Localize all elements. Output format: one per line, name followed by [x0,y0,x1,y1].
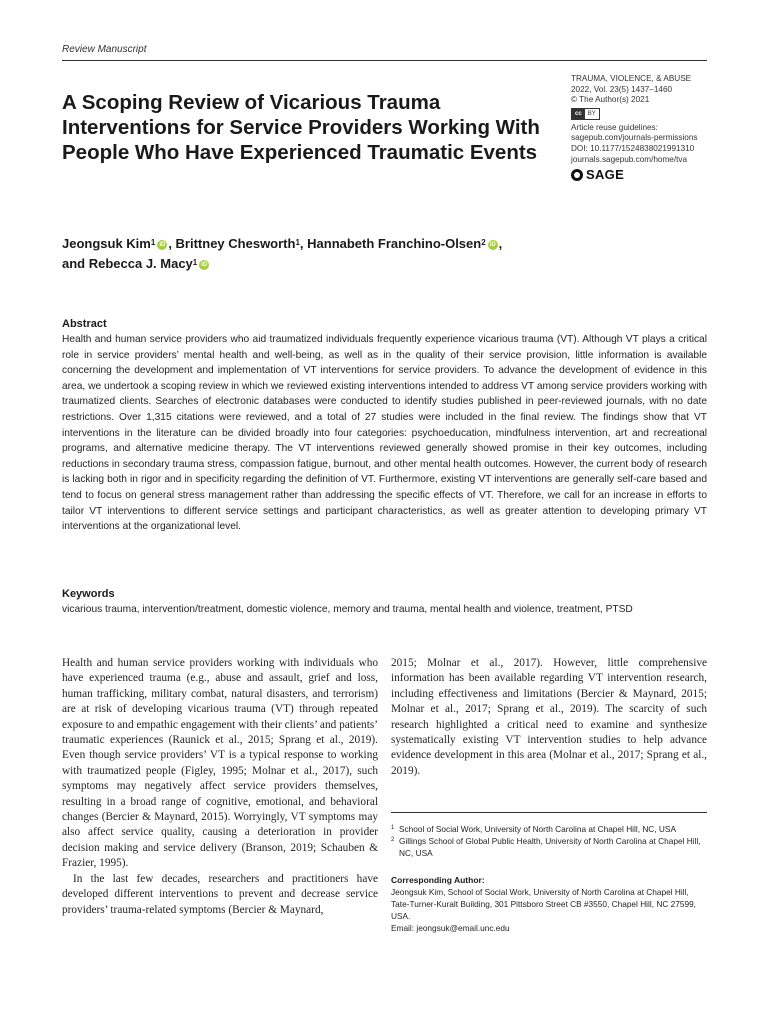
affiliation-text: Gillings School of Global Public Health, University of North Carolina at Chapel Hill, NC, USA [399,836,701,858]
publisher-name: SAGE [586,166,625,182]
doi-link[interactable]: DOI: 10.1177/1524838021991310 [571,143,695,153]
journal-info [571,74,721,181]
corresponding-author-details [391,886,707,934]
reuse-label: Article reuse guidelines: [571,122,658,132]
body-paragraph: In the last few decades, researchers and practitioners have developed different interventions to prevent and decrease service providers’ trauma-related symptoms (Bercier & Maynard, [62,872,378,916]
author[interactable] [307,236,486,251]
affiliation-number: 1 [391,825,395,831]
body-paragraph: 2015; Molnar et al., 2017). However, little comprehensive information has been available regarding VT intervention research, including effectiveness and limitations (Bercier & Maynard, 2015; Molnar et al., 2017; Sprang et al., 2019). The scarcity of such research highlighted a critical need to examine and synthesize systematically existing VT intervention studies to help advance evidence development in this area (Molnar et al., 2017; Sprang et al., 2019). [391,657,707,777]
author-affiliation-number: 1 [192,258,198,267]
footnote-divider [391,812,707,813]
abstract-text: Health and human service providers who aid traumatized individuals frequently experience vicarious trauma (VT). Although VT plays a critical role in service providers’ mental health and well-being, as well as in the quality of their service provision, little information is available concerning the development and implementation of VT interventions for service providers. To advance the development of evidence in this area, we undertook a scoping review in which we reviewed existing interventions intended to address VT among service providers working with traumatized clients. Searches of electronic databases were conducted to identify studies published in peer-reviewed journals, with no date restrictions. Over 1,315 citations were reviewed, and a total of 27 studies were included in the final review. The findings show that VT interventions in the literature can be divided broadly into four categories: psychoeducation, mindfulness intervention, art and recreational programs, and alternative medicine therapy. The VT interventions reviewed generally showed promise in their key outcomes, including reductions in secondary trauma stress, compassion fatigue, burnout, and other mental health outcomes. However, the current body of research is lacking both in rigor and in specificity regarding the definition of VT. Furthermore, existing VT interventions are generally self-care based and tend to focus on general stress management rather than addressing the specific effects of VT. Therefore, we call for an increase in efforts to tailor VT interventions to different service settings and participant characteristics, as well as greater attention to developing primary VT interventions at the organizational level. [62,334,707,533]
orcid-icon[interactable]: iD [489,241,496,248]
author-separator: , [498,236,503,251]
creative-commons-icon [571,108,600,120]
reuse-link[interactable]: sagepub.com/journals-permissions [571,133,698,143]
abstract-heading: Abstract [62,318,107,330]
author-separator: , [168,236,176,251]
author[interactable] [62,256,197,271]
affiliation-item [391,835,707,859]
author-separator: , [299,236,308,251]
body-paragraph: Health and human service providers working with individuals who have experienced trauma (e.g., abuse and assault, grief and loss, human trafficking, military combat, natural disasters, and terrorism) are at risk of developing vicarious trauma (VT) through repeated exposure to and empathic engagement with their clients’ and patients’ traumatic experiences (Raunick et al., 2015; Sprang et al., 2019). Even though service providers’ VT is a typical response to working with traumatized people (Figley, 1995; Molnar et al., 2017), such symptoms may negatively affect service providers themselves, resulting in a broad range of cognitive, emotional, and behavioral changes (Bercier & Maynard, 2015). Worryingly, VT symptoms may also affect service quality, causing a deterioration in provider decision making and service delivery (Branson, 2019; Schauben & Frazier, 1995). [62,657,378,870]
author[interactable] [62,236,155,251]
publisher-logo [571,166,721,182]
affiliation-number: 2 [391,837,395,843]
author-name: Jeongsuk Kim [62,236,151,251]
author[interactable] [176,236,300,251]
sage-logo-icon [571,169,583,181]
author-affiliation-number: 1 [150,238,156,247]
corresponding-author-heading: Corresponding Author: [391,875,485,885]
cc-by-label: BY [587,110,596,117]
corresponding-author-address: Jeongsuk Kim, School of Social Work, University of North Carolina at Chapel Hill, Tate-Turner-Kuralt Building, 301 Pittsboro Street CB #3550, Chapel Hill, NC 27599, USA. [391,887,696,921]
body-column-right [391,656,707,779]
keywords-text: vicarious trauma, intervention/treatment, domestic violence, memory and trauma, mental health and violence, treatment, PTSD [62,604,633,615]
journal-name: TRAUMA, VIOLENCE, & ABUSE [571,74,692,83]
author-affiliation-number: 1 [295,238,300,247]
keywords-heading: Keywords [62,588,115,600]
header-divider [62,60,707,61]
orcid-icon[interactable]: iD [201,261,208,268]
author-affiliation-number: 2 [481,238,486,247]
orcid-icon[interactable]: iD [159,241,166,248]
journal-copyright: © The Author(s) 2021 [571,95,650,105]
journal-volume: 2022, Vol. 23(5) 1437–1460 [571,84,673,94]
author-name: Brittney Chesworth [175,236,296,251]
affiliations [391,823,707,859]
cc-label: cc [572,109,585,119]
author-name: and Rebecca J. Macy [62,256,193,271]
author-name: Hannabeth Franchino-Olsen [307,236,482,251]
article-type-label: Review Manuscript [62,44,147,55]
journal-home-link[interactable]: journals.sagepub.com/home/tva [571,154,688,164]
affiliation-text: School of Social Work, University of North Carolina at Chapel Hill, NC, USA [399,824,676,834]
article-title: A Scoping Review of Vicarious Trauma Interventions for Service Providers Working With People Who Have Experienced Traumatic Events [62,91,540,164]
author-list [62,234,682,274]
affiliation-item [391,823,707,835]
corresponding-author-email[interactable]: Email: jeongsuk@email.unc.edu [391,923,510,933]
body-column-left [62,656,378,918]
